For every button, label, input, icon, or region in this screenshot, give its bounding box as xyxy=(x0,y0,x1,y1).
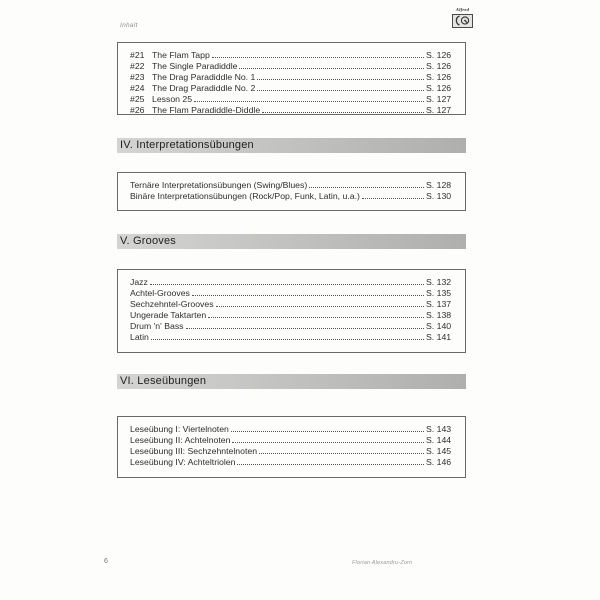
publisher-logo-wordmark: Alfred xyxy=(455,7,470,12)
toc-entry-title: The Single Paradiddle xyxy=(152,61,238,71)
dot-leader xyxy=(151,339,424,340)
toc-entry xyxy=(130,310,456,321)
toc-entry xyxy=(130,72,456,83)
dot-leader xyxy=(362,198,424,199)
dot-leader xyxy=(237,464,424,465)
toc-entry-title: Sechzehntel-Grooves xyxy=(130,299,214,309)
dot-leader xyxy=(262,112,424,113)
toc-entry-page: S. 143 xyxy=(426,424,452,434)
section-heading-interpretationsuebungen xyxy=(117,138,466,153)
toc-entry xyxy=(130,180,456,191)
dot-leader xyxy=(257,79,424,80)
toc-entry-title: Ungerade Taktarten xyxy=(130,310,207,320)
toc-entry-page: S. 128 xyxy=(426,180,452,190)
toc-entry-page: S. 135 xyxy=(426,288,452,298)
toc-entry-title: Leseübung II: Achtelnoten xyxy=(130,435,231,445)
toc-entry-number: #22 xyxy=(130,61,145,71)
toc-entry xyxy=(130,299,456,310)
toc-entry-title: Leseübung III: Sechzehntelnoten xyxy=(130,446,258,456)
toc-entry-number: #23 xyxy=(130,72,145,82)
toc-entry xyxy=(130,457,456,468)
toc-entry xyxy=(130,435,456,446)
section-heading-label: VI. Leseübungen xyxy=(120,375,207,387)
footer-page-number: 6 xyxy=(104,558,108,565)
dot-leader xyxy=(212,57,424,58)
toc-entry xyxy=(130,94,456,105)
toc-entry-page: S. 132 xyxy=(426,277,452,287)
toc-entry-title: Jazz xyxy=(130,277,148,287)
toc-entry-page: S. 144 xyxy=(426,435,452,445)
toc-entry-page: S. 126 xyxy=(426,61,452,71)
dot-leader xyxy=(309,187,424,188)
section-heading-label: IV. Interpretationsübungen xyxy=(120,139,254,151)
publisher-logo-icon xyxy=(452,14,473,28)
toc-entry xyxy=(130,288,456,299)
toc-entry xyxy=(130,332,456,343)
toc-entry-page: S. 126 xyxy=(426,72,452,82)
toc-entry xyxy=(130,61,456,72)
toc-entry-title: The Flam Paradiddle-Diddle xyxy=(152,105,261,115)
toc-box-interpretationsuebungen xyxy=(117,172,466,211)
toc-entry-page: S. 138 xyxy=(426,310,452,320)
toc-box-leseuebungen xyxy=(117,416,466,478)
toc-entry-title: The Drag Paradiddle No. 1 xyxy=(152,72,256,82)
toc-entry-title: Leseübung I: Viertelnoten xyxy=(130,424,229,434)
toc-entry-title: Leseübung IV: Achteltriolen xyxy=(130,457,236,467)
toc-entry-title: Achtel-Grooves xyxy=(130,288,190,298)
dot-leader xyxy=(259,453,424,454)
toc-entry-number: #25 xyxy=(130,94,145,104)
running-head: Inhalt xyxy=(120,22,138,29)
toc-box-rudiments xyxy=(117,42,466,115)
dot-leader xyxy=(150,284,424,285)
toc-entry-title: Binäre Interpretationsübungen (Rock/Pop, Funk, Latin, u.a.) xyxy=(130,191,360,201)
dot-leader xyxy=(232,442,424,443)
dot-leader xyxy=(216,306,424,307)
footer-author: Florian Alexandru-Zorn xyxy=(352,560,413,566)
dot-leader xyxy=(208,317,424,318)
dot-leader xyxy=(192,295,424,296)
toc-entry-number: #24 xyxy=(130,83,145,93)
toc-entry-page: S. 126 xyxy=(426,50,452,60)
dot-leader xyxy=(257,90,424,91)
dot-leader xyxy=(194,101,424,102)
toc-entry xyxy=(130,321,456,332)
toc-entry-page: S. 127 xyxy=(426,94,452,104)
toc-entry-title: Lesson 25 xyxy=(152,94,193,104)
toc-entry-page: S. 140 xyxy=(426,321,452,331)
toc-entry-number: #21 xyxy=(130,50,145,60)
toc-box-grooves xyxy=(117,269,466,353)
toc-entry-page: S. 146 xyxy=(426,457,452,467)
toc-entry xyxy=(130,105,456,116)
dot-leader xyxy=(231,431,424,432)
toc-entry xyxy=(130,83,456,94)
toc-entry-title: Latin xyxy=(130,332,149,342)
toc-entry-page: S. 130 xyxy=(426,191,452,201)
toc-entry-page: S. 141 xyxy=(426,332,452,342)
toc-entry xyxy=(130,446,456,457)
toc-entry-number: #26 xyxy=(130,105,145,115)
toc-entry-page: S. 126 xyxy=(426,83,452,93)
section-heading-leseuebungen xyxy=(117,374,466,389)
publisher-logo xyxy=(451,7,474,28)
toc-entry-page: S. 137 xyxy=(426,299,452,309)
toc-entry-title: Ternäre Interpretationsübungen (Swing/Blues) xyxy=(130,180,308,190)
section-heading-label: V. Grooves xyxy=(120,235,177,247)
toc-entry-page: S. 145 xyxy=(426,446,452,456)
toc-entry xyxy=(130,191,456,202)
toc-entry xyxy=(130,424,456,435)
toc-entry xyxy=(130,277,456,288)
dot-leader xyxy=(186,328,424,329)
dot-leader xyxy=(239,68,424,69)
toc-entry-page: S. 127 xyxy=(426,105,452,115)
toc-entry-title: The Drag Paradiddle No. 2 xyxy=(152,83,256,93)
section-heading-grooves xyxy=(117,234,466,249)
toc-entry xyxy=(130,50,456,61)
toc-entry-title: Drum 'n' Bass xyxy=(130,321,184,331)
toc-entry-title: The Flam Tapp xyxy=(152,50,210,60)
